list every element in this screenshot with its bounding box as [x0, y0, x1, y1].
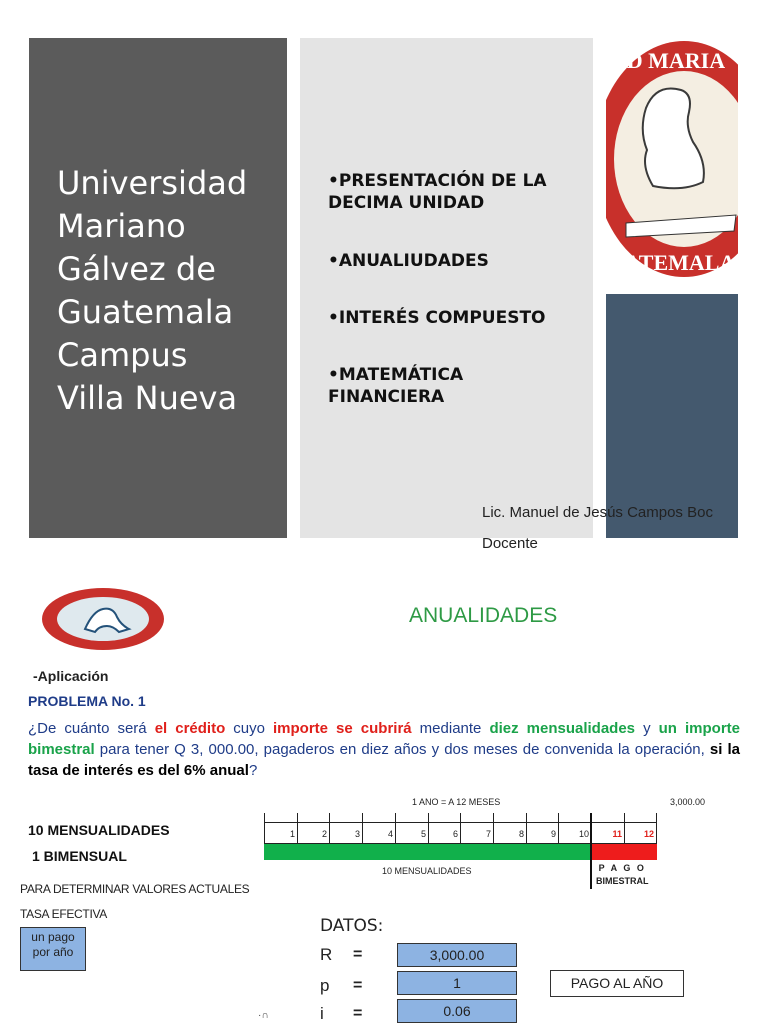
timeline-tick	[297, 813, 298, 844]
timeline-tick	[526, 813, 527, 844]
problem-highlight-bimestral: un importe bimestral	[28, 720, 740, 758]
mensualidades-bar-label: 10 MENSUALIDADES	[382, 866, 472, 876]
topics-panel	[300, 38, 593, 538]
topic-item: •PRESENTACIÓN DE LA DECIMA UNIDAD	[328, 171, 547, 213]
timeline-tick	[329, 813, 330, 844]
datos-value-p: 1	[397, 971, 517, 995]
timeline-tick-label: 11	[612, 829, 622, 839]
bimestral-bar	[590, 844, 657, 860]
problem-highlight-mensualidades: diez mensualidades	[489, 720, 636, 737]
mensualidades-label: 10 MENSUALIDADES	[28, 822, 170, 838]
problem-statement	[28, 718, 740, 781]
timeline-tick-label: 2	[321, 829, 327, 839]
timeline-title: 1 ANO = A 12 MESES	[412, 797, 501, 807]
timeline-tick-label: 5	[420, 829, 426, 839]
datos-equals: =	[353, 977, 363, 994]
university-logo-small	[40, 587, 166, 651]
subheading: -Aplicación	[33, 668, 109, 684]
university-title	[57, 162, 282, 420]
pago-bimestral-label	[596, 862, 649, 888]
datos-equals: =	[353, 946, 363, 963]
problem-text-part: y	[635, 720, 659, 737]
title-line: Guatemala	[57, 293, 234, 331]
datos-label-r: R	[320, 945, 333, 964]
timeline-divider	[590, 813, 592, 889]
mensualidades-bar	[264, 844, 590, 860]
title-line: Universidad	[57, 164, 248, 202]
title-line: Campus	[57, 336, 188, 374]
timeline-tick	[428, 813, 429, 844]
datos-equals: =	[353, 1005, 363, 1022]
title-line: Mariano	[57, 207, 186, 245]
timeline-tick	[264, 813, 265, 844]
topic-item: •INTERÉS COMPUESTO	[328, 308, 546, 328]
problem-highlight-credit: el crédito	[154, 720, 226, 737]
pago-al-ano-box: PAGO AL AÑO	[550, 970, 684, 997]
topic-item: •ANUALIUDADES	[328, 251, 489, 271]
timeline-tick	[395, 813, 396, 844]
seal-text-bottom: UATEMALA	[608, 250, 736, 275]
lecturer-name: Lic. Manuel de Jesús Campos Boc	[482, 504, 713, 521]
timeline-tick-label: 8	[518, 829, 524, 839]
timeline-tick	[558, 813, 559, 844]
timeline-end-value: 3,000.00	[670, 797, 706, 807]
timeline-tick	[362, 813, 363, 844]
small-mark: ·∩	[258, 1010, 269, 1021]
title-line: Villa Nueva	[57, 379, 238, 417]
topic-item: •MATEMÁTICA FINANCIERA	[328, 365, 464, 407]
timeline-tick	[460, 813, 461, 844]
timeline-tick-label: 6	[452, 829, 458, 839]
problem-text-part: cuyo	[225, 720, 274, 737]
datos-value-i: 0.06	[397, 999, 517, 1023]
seal-text-top: AD MARIA	[610, 48, 726, 73]
problem-text-part: para tener Q 3, 000.00, pagaderos en diez años y dos meses de convenida la operación,	[94, 741, 710, 758]
problem-text-part: mediante	[411, 720, 490, 737]
problem-highlight-tasa: si la tasa de interés es del 6% anual	[28, 741, 741, 779]
timeline-tick	[493, 813, 494, 844]
datos-label-p: p	[320, 976, 330, 995]
timeline-tick-label: 3	[354, 829, 360, 839]
lecturer-role: Docente	[482, 535, 538, 552]
problem-highlight-importe: importe se cubrirá	[273, 720, 412, 737]
problem-text-part: ¿De cuánto será	[28, 720, 155, 737]
section-heading: ANUALIDADES	[409, 604, 558, 627]
problem-text-part: ?	[248, 762, 258, 779]
datos-label-i: i	[320, 1004, 324, 1023]
timeline-tick-label: 4	[387, 829, 393, 839]
timeline-tick-label: 10	[578, 829, 589, 839]
timeline-tick-label: 7	[485, 829, 491, 839]
timeline-tick-label: 9	[550, 829, 556, 839]
timeline-tick-label: 12	[643, 829, 654, 839]
problem-title: PROBLEMA No. 1	[28, 693, 146, 709]
datos-title: DATOS:	[320, 916, 384, 936]
navy-decorative-box	[606, 294, 738, 538]
timeline-tick-label: 1	[289, 829, 295, 839]
bimestral-label: BIMESTRAL	[596, 876, 649, 886]
datos-value-r: 3,000.00	[397, 943, 517, 967]
bimensual-label: 1 BIMENSUAL	[32, 848, 127, 864]
para-determinar-label: PARA DETERMINAR VALORES ACTUALES	[20, 882, 250, 896]
timeline-tick	[656, 813, 657, 844]
university-seal-large	[606, 38, 738, 281]
tasa-efectiva-label: TASA EFECTIVA	[20, 907, 108, 921]
timeline-tick	[624, 813, 625, 844]
pago-label: P A G O	[598, 863, 646, 873]
title-line: Gálvez de	[57, 250, 216, 288]
pago-por-ano-box: un pago por año	[20, 927, 86, 971]
